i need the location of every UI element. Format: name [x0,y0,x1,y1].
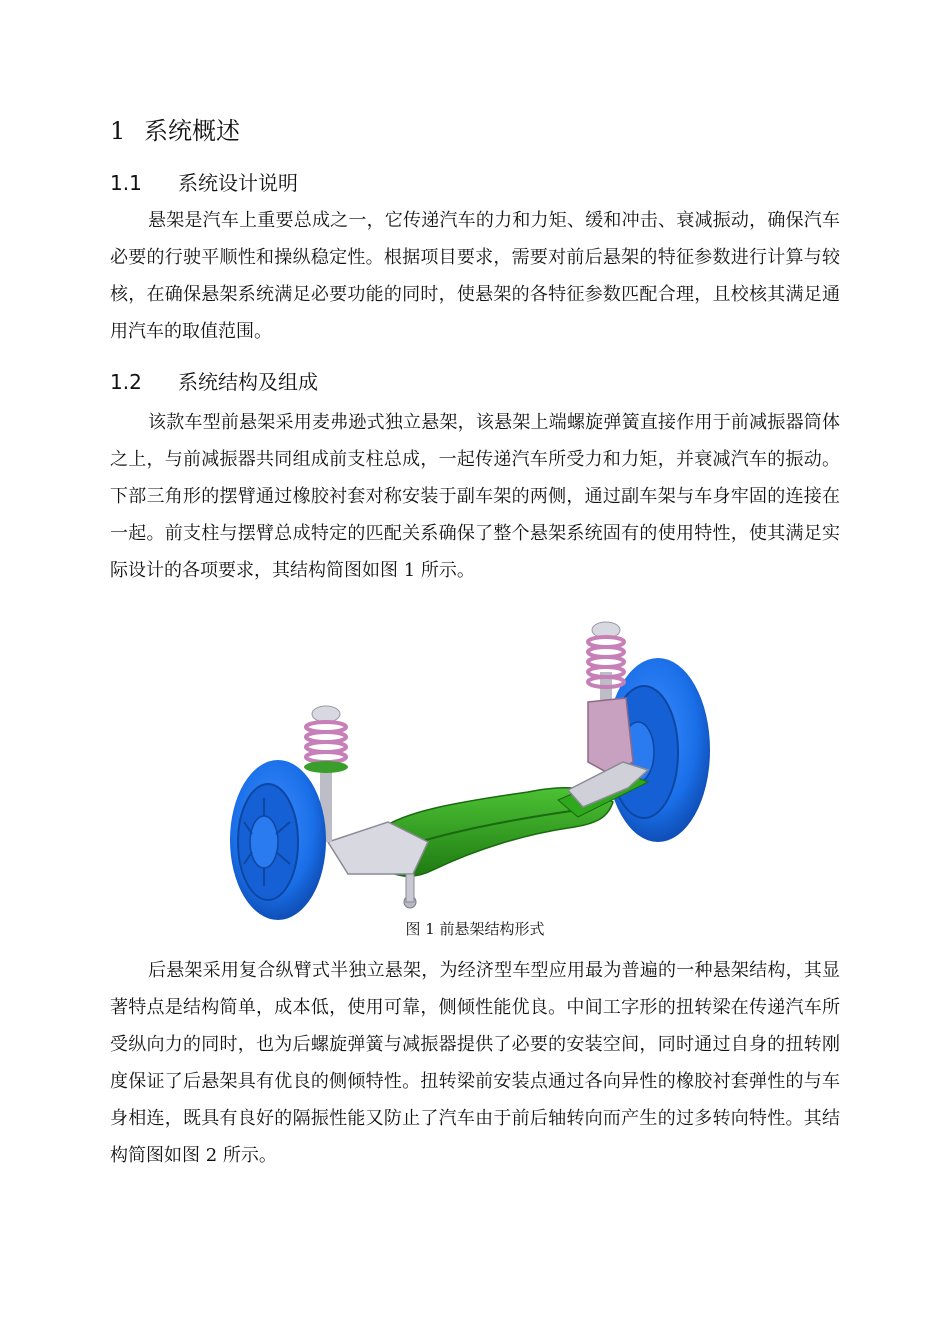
subsection-number: 1.1 [110,171,142,195]
subsection-title: 系统结构及组成 [178,370,318,394]
figure-caption: 图 1 前悬架结构形式 [405,920,545,938]
subsection-title: 系统设计说明 [178,171,298,195]
right-strut [588,622,633,774]
section-heading-1-2 [110,367,318,397]
suspension-illustration [228,612,728,922]
left-control-arm [328,822,428,908]
section-title: 系统概述 [144,117,240,145]
section-heading-1 [110,114,240,148]
paragraph-design-description: 悬架是汽车上重要总成之一，它传递汽车的力和力矩、缓和冲击、衰减振动，确保汽车必要的行驶平顺性和操纵稳定性。根据项目要求，需要对前后悬架的特征参数进行计算与较核，在确保悬架系统满足必要功能的同时，使悬架的各特征参数匹配合理，且校核其满足通用汽车的取值范围。 [110,210,840,342]
left-wheel [230,760,326,920]
section-heading-1-1 [110,168,298,198]
paragraph-front-suspension: 该款车型前悬架采用麦弗逊式独立悬架，该悬架上端螺旋弹簧直接作用于前减振器筒体之上，与前减振器共同组成前支柱总成，一起传递汽车所受力和力矩，并衰减汽车的振动。下部三角形的摆臂通过橡胶衬套对称安装于副车架的两侧，通过副车架与车身牢固的连接在一起。前支柱与摆臂总成特定的匹配关系确保了整个悬架系统固有的使用特性，使其满足实际设计的各项要求，其结构简图如图 1 所示。 [110,412,840,581]
front-suspension-figure [228,612,728,922]
section-number: 1 [110,117,126,145]
paragraph-rear-suspension: 后悬架采用复合纵臂式半独立悬架，为经济型车型应用最为普遍的一种悬架结构，其显著特点是结构简单，成本低，使用可靠，侧倾性能优良。中间工字形的扭转梁在传递汽车所受纵向力的同时，也为后螺旋弹簧与减振器提供了必要的安装空间，同时通过自身的扭转刚度保证了后悬架具有优良的侧倾特性。扭转梁前安装点通过各向异性的橡胶衬套弹性的与车身相连，既具有良好的隔振性能又防止了汽车由于前后轴转向而产生的过多转向特性。其结构简图如图 2 所示。 [110,960,840,1166]
subsection-number: 1.2 [110,370,142,394]
